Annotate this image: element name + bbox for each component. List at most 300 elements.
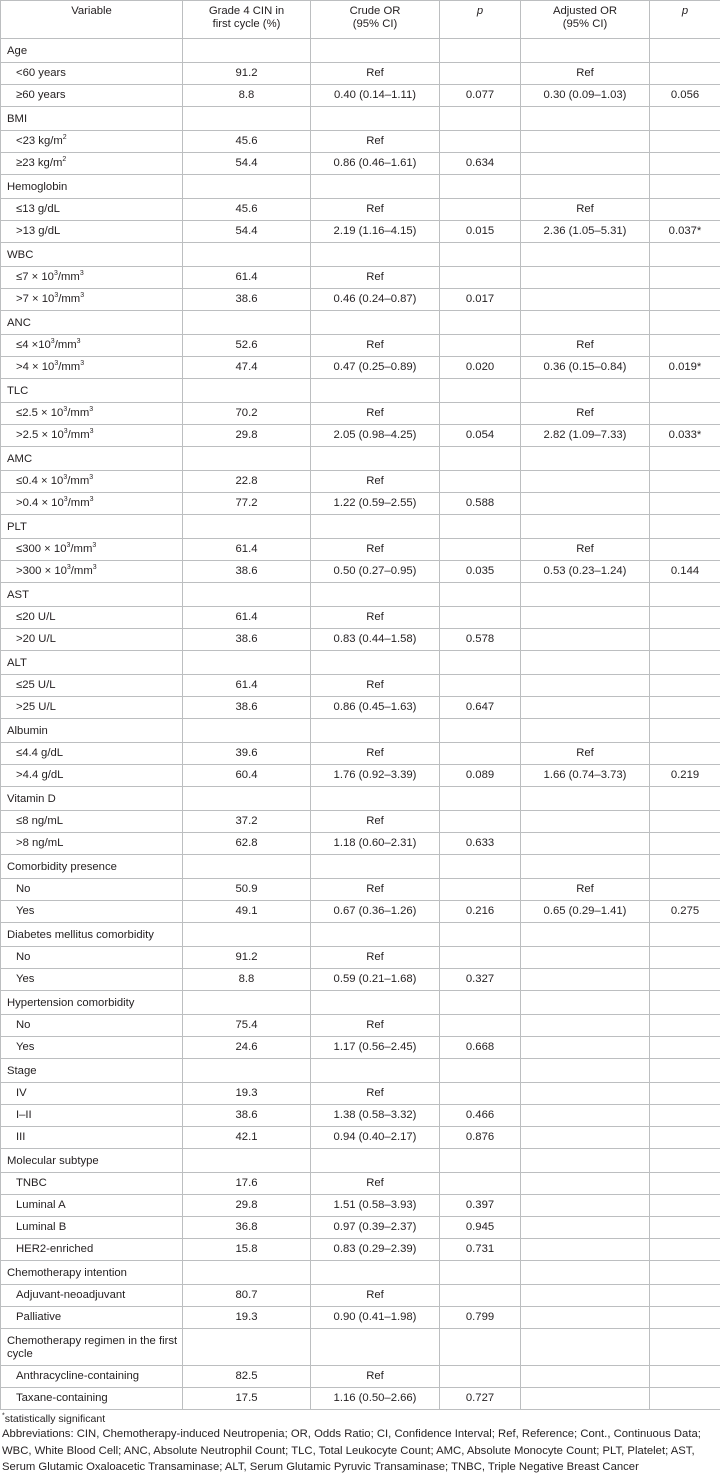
- grade4-pct-cell: 19.3: [183, 1307, 311, 1329]
- p-value-cell: 0.216: [440, 901, 521, 923]
- adjusted-or-cell: Ref: [521, 743, 650, 765]
- empty-cell: [311, 447, 440, 471]
- p-adjusted-cell: 0.275: [650, 901, 720, 923]
- empty-cell: [521, 855, 650, 879]
- grade4-pct-cell: 45.6: [183, 131, 311, 153]
- adjusted-or-cell: [521, 1083, 650, 1105]
- p-adjusted-cell: [650, 947, 720, 969]
- p-adjusted-cell: [650, 879, 720, 901]
- empty-cell: [311, 787, 440, 811]
- category-row: [1, 311, 720, 335]
- category-row: [1, 1059, 720, 1083]
- crude-or-cell: 1.51 (0.58–3.93): [311, 1195, 440, 1217]
- grade4-pct-cell: 54.4: [183, 153, 311, 175]
- crude-or-cell: 0.83 (0.44–1.58): [311, 629, 440, 651]
- grade4-pct-cell: 36.8: [183, 1217, 311, 1239]
- crude-or-cell: Ref: [311, 947, 440, 969]
- subgroup-label: ≤4.4 g/dL: [1, 743, 183, 765]
- category-label: Stage: [1, 1059, 183, 1083]
- p-value-cell: 0.327: [440, 969, 521, 991]
- crude-or-cell: Ref: [311, 811, 440, 833]
- header-variable: Variable: [1, 1, 183, 39]
- p-adjusted-cell: [650, 833, 720, 855]
- table-body: [1, 39, 720, 1410]
- table-row: [1, 901, 720, 923]
- crude-or-cell: 1.76 (0.92–3.39): [311, 765, 440, 787]
- empty-cell: [183, 311, 311, 335]
- empty-cell: [521, 107, 650, 131]
- table-row: [1, 879, 720, 901]
- category-label: ALT: [1, 651, 183, 675]
- empty-cell: [521, 175, 650, 199]
- p-value-cell: 0.578: [440, 629, 521, 651]
- table-row: [1, 969, 720, 991]
- category-label: Diabetes mellitus comorbidity: [1, 923, 183, 947]
- p-value-cell: [440, 879, 521, 901]
- empty-cell: [650, 855, 720, 879]
- p-value-cell: 0.634: [440, 153, 521, 175]
- crude-or-cell: Ref: [311, 471, 440, 493]
- table-row: [1, 1239, 720, 1261]
- p-adjusted-cell: 0.019*: [650, 357, 720, 379]
- empty-cell: [183, 379, 311, 403]
- header-row: [1, 1, 720, 39]
- category-row: [1, 719, 720, 743]
- grade4-pct-cell: 52.6: [183, 335, 311, 357]
- subgroup-label: >20 U/L: [1, 629, 183, 651]
- empty-cell: [440, 1149, 521, 1173]
- grade4-pct-cell: 39.6: [183, 743, 311, 765]
- table-row: [1, 765, 720, 787]
- grade4-pct-cell: 22.8: [183, 471, 311, 493]
- table-row: [1, 131, 720, 153]
- table-row: [1, 1195, 720, 1217]
- empty-cell: [440, 39, 521, 63]
- p-adjusted-cell: [650, 153, 720, 175]
- category-row: [1, 515, 720, 539]
- category-row: [1, 583, 720, 607]
- subgroup-label: $>2.5 \times 10^3/mm^3$: [1, 425, 183, 447]
- adjusted-or-cell: [521, 947, 650, 969]
- subgroup-label: Adjuvant-neoadjuvant: [1, 1285, 183, 1307]
- crude-or-cell: Ref: [311, 1285, 440, 1307]
- p-adjusted-cell: [650, 1037, 720, 1059]
- category-label: Age: [1, 39, 183, 63]
- empty-cell: [440, 651, 521, 675]
- empty-cell: [440, 379, 521, 403]
- subgroup-label: TNBC: [1, 1173, 183, 1195]
- p-value-cell: [440, 811, 521, 833]
- adjusted-or-cell: [521, 1173, 650, 1195]
- table-row: [1, 357, 720, 379]
- empty-cell: [650, 447, 720, 471]
- empty-cell: [650, 1149, 720, 1173]
- grade4-pct-cell: 60.4: [183, 765, 311, 787]
- empty-cell: [311, 1059, 440, 1083]
- category-row: [1, 923, 720, 947]
- subgroup-label: $\le 300 \times 10^3/mm^3$: [1, 539, 183, 561]
- table-row: [1, 1388, 720, 1410]
- grade4-pct-cell: 38.6: [183, 1105, 311, 1127]
- p-adjusted-cell: [650, 267, 720, 289]
- empty-cell: [650, 379, 720, 403]
- crude-or-cell: 2.05 (0.98–4.25): [311, 425, 440, 447]
- p-value-cell: 0.015: [440, 221, 521, 243]
- category-label: Hypertension comorbidity: [1, 991, 183, 1015]
- empty-cell: [183, 515, 311, 539]
- empty-cell: [311, 1329, 440, 1366]
- p-value-cell: 0.020: [440, 357, 521, 379]
- p-adjusted-cell: [650, 131, 720, 153]
- subgroup-label: $\le 7 \times 10^3/mm^3$: [1, 267, 183, 289]
- crude-or-cell: Ref: [311, 1083, 440, 1105]
- p-adjusted-cell: [650, 1239, 720, 1261]
- p-adjusted-cell: [650, 675, 720, 697]
- subgroup-label: Taxane-containing: [1, 1388, 183, 1410]
- p-adjusted-cell: [650, 1195, 720, 1217]
- empty-cell: [650, 311, 720, 335]
- empty-cell: [521, 651, 650, 675]
- header-p: p: [440, 1, 521, 39]
- category-row: [1, 651, 720, 675]
- p-value-cell: [440, 1015, 521, 1037]
- adjusted-or-cell: [521, 1388, 650, 1410]
- p-value-cell: [440, 743, 521, 765]
- grade4-pct-cell: 61.4: [183, 675, 311, 697]
- table-row: [1, 199, 720, 221]
- adjusted-or-cell: [521, 493, 650, 515]
- subgroup-label: >4.4 g/dL: [1, 765, 183, 787]
- table-row: [1, 1217, 720, 1239]
- adjusted-or-cell: [521, 811, 650, 833]
- empty-cell: [521, 447, 650, 471]
- crude-or-cell: 0.86 (0.45–1.63): [311, 697, 440, 719]
- empty-cell: [183, 107, 311, 131]
- category-label: ANC: [1, 311, 183, 335]
- p-adjusted-cell: [650, 607, 720, 629]
- p-adjusted-cell: 0.037*: [650, 221, 720, 243]
- empty-cell: [183, 243, 311, 267]
- adjusted-or-cell: [521, 289, 650, 311]
- subgroup-label: Yes: [1, 901, 183, 923]
- p-adjusted-cell: [650, 63, 720, 85]
- empty-cell: [183, 923, 311, 947]
- p-value-cell: 0.017: [440, 289, 521, 311]
- grade4-pct-cell: 80.7: [183, 1285, 311, 1307]
- p-value-cell: [440, 335, 521, 357]
- p-value-cell: [440, 63, 521, 85]
- table-row: [1, 629, 720, 651]
- grade4-pct-cell: 37.2: [183, 811, 311, 833]
- adjusted-or-cell: 0.36 (0.15–0.84): [521, 357, 650, 379]
- crude-or-cell: 0.83 (0.29–2.39): [311, 1239, 440, 1261]
- p-value-cell: [440, 1366, 521, 1388]
- p-value-cell: [440, 947, 521, 969]
- empty-cell: [311, 923, 440, 947]
- subgroup-label: $>7 \times 10^3/mm^3$: [1, 289, 183, 311]
- empty-cell: [440, 515, 521, 539]
- grade4-pct-cell: 49.1: [183, 901, 311, 923]
- table-row: [1, 1015, 720, 1037]
- table-row: [1, 811, 720, 833]
- empty-cell: [183, 787, 311, 811]
- p-value-cell: [440, 199, 521, 221]
- category-row: [1, 1329, 720, 1366]
- grade4-pct-cell: 47.4: [183, 357, 311, 379]
- empty-cell: [440, 583, 521, 607]
- adjusted-or-cell: Ref: [521, 335, 650, 357]
- header-grade4: Grade 4 CIN in first cycle (%): [183, 1, 311, 39]
- subgroup-label: $\le 4 \times 10^3/mm^3$: [1, 335, 183, 357]
- grade4-pct-cell: 70.2: [183, 403, 311, 425]
- adjusted-or-cell: 2.36 (1.05–5.31): [521, 221, 650, 243]
- adjusted-or-cell: [521, 1015, 650, 1037]
- empty-cell: [311, 311, 440, 335]
- empty-cell: [183, 1329, 311, 1366]
- table-row: [1, 289, 720, 311]
- empty-cell: [650, 515, 720, 539]
- empty-cell: [440, 311, 521, 335]
- category-row: [1, 787, 720, 811]
- table-row: [1, 425, 720, 447]
- p-adjusted-cell: [650, 471, 720, 493]
- empty-cell: [311, 1261, 440, 1285]
- empty-cell: [650, 1329, 720, 1366]
- crude-or-cell: Ref: [311, 743, 440, 765]
- p-value-cell: [440, 403, 521, 425]
- empty-cell: [650, 583, 720, 607]
- p-value-cell: [440, 1173, 521, 1195]
- category-row: [1, 855, 720, 879]
- p-value-cell: [440, 1285, 521, 1307]
- table-row: [1, 335, 720, 357]
- category-row: [1, 1261, 720, 1285]
- table-row: [1, 1173, 720, 1195]
- subgroup-label: No: [1, 947, 183, 969]
- table-row: [1, 221, 720, 243]
- empty-cell: [521, 1059, 650, 1083]
- subgroup-label: ≤13 g/dL: [1, 199, 183, 221]
- crude-or-cell: Ref: [311, 403, 440, 425]
- p-value-cell: 0.727: [440, 1388, 521, 1410]
- p-value-cell: 0.647: [440, 697, 521, 719]
- crude-or-cell: Ref: [311, 607, 440, 629]
- adjusted-or-cell: [521, 1105, 650, 1127]
- p-adjusted-cell: [650, 629, 720, 651]
- p-adjusted-cell: [650, 811, 720, 833]
- table-row: [1, 1105, 720, 1127]
- adjusted-or-cell: [521, 1127, 650, 1149]
- category-label: TLC: [1, 379, 183, 403]
- subgroup-label: $\le 0.4 \times 10^3/mm^3$: [1, 471, 183, 493]
- p-adjusted-cell: 0.033*: [650, 425, 720, 447]
- crude-or-cell: 1.38 (0.58–3.32): [311, 1105, 440, 1127]
- category-label: Vitamin D: [1, 787, 183, 811]
- crude-or-cell: Ref: [311, 267, 440, 289]
- category-row: [1, 39, 720, 63]
- grade4-pct-cell: 29.8: [183, 1195, 311, 1217]
- empty-cell: [183, 1059, 311, 1083]
- crude-or-cell: 0.67 (0.36–1.26): [311, 901, 440, 923]
- adjusted-or-cell: Ref: [521, 403, 650, 425]
- table-row: [1, 403, 720, 425]
- empty-cell: [440, 1059, 521, 1083]
- table-row: [1, 153, 720, 175]
- subgroup-label: ≤25 U/L: [1, 675, 183, 697]
- category-label: BMI: [1, 107, 183, 131]
- empty-cell: [183, 39, 311, 63]
- adjusted-or-cell: 2.82 (1.09–7.33): [521, 425, 650, 447]
- crude-or-cell: Ref: [311, 1366, 440, 1388]
- empty-cell: [650, 1059, 720, 1083]
- empty-cell: [440, 1329, 521, 1366]
- empty-cell: [183, 651, 311, 675]
- crude-or-cell: 0.97 (0.39–2.37): [311, 1217, 440, 1239]
- footnote-significance: *statistically significant: [2, 1413, 718, 1426]
- grade4-pct-cell: 17.5: [183, 1388, 311, 1410]
- empty-cell: [311, 107, 440, 131]
- empty-cell: [311, 719, 440, 743]
- empty-cell: [521, 1261, 650, 1285]
- empty-cell: [440, 107, 521, 131]
- crude-or-cell: Ref: [311, 1173, 440, 1195]
- category-label: PLT: [1, 515, 183, 539]
- grade4-pct-cell: 91.2: [183, 63, 311, 85]
- crude-or-cell: 0.50 (0.27–0.95): [311, 561, 440, 583]
- subgroup-label: Yes: [1, 969, 183, 991]
- subgroup-label: ≥60 years: [1, 85, 183, 107]
- p-adjusted-cell: 0.144: [650, 561, 720, 583]
- p-value-cell: [440, 131, 521, 153]
- subgroup-label: I–II: [1, 1105, 183, 1127]
- p-value-cell: 0.035: [440, 561, 521, 583]
- p-adjusted-cell: [650, 1083, 720, 1105]
- category-row: [1, 379, 720, 403]
- table-row: [1, 1037, 720, 1059]
- p-adjusted-cell: 0.219: [650, 765, 720, 787]
- p-adjusted-cell: [650, 969, 720, 991]
- adjusted-or-cell: Ref: [521, 879, 650, 901]
- adjusted-or-cell: [521, 675, 650, 697]
- empty-cell: [311, 651, 440, 675]
- grade4-pct-cell: 61.4: [183, 607, 311, 629]
- category-label: AMC: [1, 447, 183, 471]
- category-row: [1, 1149, 720, 1173]
- empty-cell: [440, 923, 521, 947]
- empty-cell: [521, 243, 650, 267]
- empty-cell: [311, 991, 440, 1015]
- table-row: [1, 561, 720, 583]
- adjusted-or-cell: [521, 833, 650, 855]
- crude-or-cell: 0.47 (0.25–0.89): [311, 357, 440, 379]
- adjusted-or-cell: [521, 471, 650, 493]
- table-row: [1, 607, 720, 629]
- p-adjusted-cell: [650, 1015, 720, 1037]
- empty-cell: [183, 175, 311, 199]
- empty-cell: [521, 379, 650, 403]
- empty-cell: [521, 923, 650, 947]
- table-row: [1, 1127, 720, 1149]
- grade4-pct-cell: 50.9: [183, 879, 311, 901]
- empty-cell: [440, 787, 521, 811]
- adjusted-or-cell: [521, 629, 650, 651]
- p-adjusted-cell: [650, 493, 720, 515]
- subgroup-label: <60 years: [1, 63, 183, 85]
- table-row: [1, 63, 720, 85]
- category-row: [1, 447, 720, 471]
- p-value-cell: 0.077: [440, 85, 521, 107]
- table-row: [1, 1366, 720, 1388]
- empty-cell: [440, 991, 521, 1015]
- subgroup-label: HER2-enriched: [1, 1239, 183, 1261]
- empty-cell: [521, 991, 650, 1015]
- subgroup-label: <23 $kg/m^2$: [1, 131, 183, 153]
- p-adjusted-cell: [650, 403, 720, 425]
- table-row: [1, 743, 720, 765]
- adjusted-or-cell: 0.65 (0.29–1.41): [521, 901, 650, 923]
- empty-cell: [183, 1149, 311, 1173]
- empty-cell: [521, 311, 650, 335]
- subgroup-label: $>0.4 \times 10^3/mm^3$: [1, 493, 183, 515]
- empty-cell: [183, 719, 311, 743]
- empty-cell: [521, 787, 650, 811]
- adjusted-or-cell: [521, 267, 650, 289]
- subgroup-label: >25 U/L: [1, 697, 183, 719]
- subgroup-label: No: [1, 879, 183, 901]
- empty-cell: [183, 447, 311, 471]
- table-row: [1, 267, 720, 289]
- category-label: Chemotherapy intention: [1, 1261, 183, 1285]
- grade4-pct-cell: 38.6: [183, 629, 311, 651]
- grade4-pct-cell: 61.4: [183, 539, 311, 561]
- subgroup-label: No: [1, 1015, 183, 1037]
- p-value-cell: 0.668: [440, 1037, 521, 1059]
- crude-or-cell: Ref: [311, 879, 440, 901]
- p-value-cell: 0.054: [440, 425, 521, 447]
- p-adjusted-cell: [650, 199, 720, 221]
- table-row: [1, 833, 720, 855]
- grade4-pct-cell: 24.6: [183, 1037, 311, 1059]
- empty-cell: [311, 243, 440, 267]
- adjusted-or-cell: 0.30 (0.09–1.03): [521, 85, 650, 107]
- p-value-cell: [440, 607, 521, 629]
- empty-cell: [521, 39, 650, 63]
- subgroup-label: Palliative: [1, 1307, 183, 1329]
- crude-or-cell: 0.59 (0.21–1.68): [311, 969, 440, 991]
- crude-or-cell: Ref: [311, 1015, 440, 1037]
- empty-cell: [183, 991, 311, 1015]
- category-label: Chemotherapy regimen in the first cycle: [1, 1329, 183, 1366]
- empty-cell: [440, 855, 521, 879]
- subgroup-label: >8 ng/mL: [1, 833, 183, 855]
- empty-cell: [521, 583, 650, 607]
- grade4-pct-cell: 17.6: [183, 1173, 311, 1195]
- subgroup-label: >13 g/dL: [1, 221, 183, 243]
- adjusted-or-cell: [521, 153, 650, 175]
- category-label: Molecular subtype: [1, 1149, 183, 1173]
- empty-cell: [650, 719, 720, 743]
- empty-cell: [650, 175, 720, 199]
- p-value-cell: [440, 267, 521, 289]
- subgroup-label: $>4 \times 10^3/mm^3$: [1, 357, 183, 379]
- p-adjusted-cell: [650, 1217, 720, 1239]
- adjusted-or-cell: 0.53 (0.23–1.24): [521, 561, 650, 583]
- empty-cell: [440, 1261, 521, 1285]
- category-row: [1, 107, 720, 131]
- grade4-pct-cell: 75.4: [183, 1015, 311, 1037]
- subgroup-label: III: [1, 1127, 183, 1149]
- grade4-pct-cell: 82.5: [183, 1366, 311, 1388]
